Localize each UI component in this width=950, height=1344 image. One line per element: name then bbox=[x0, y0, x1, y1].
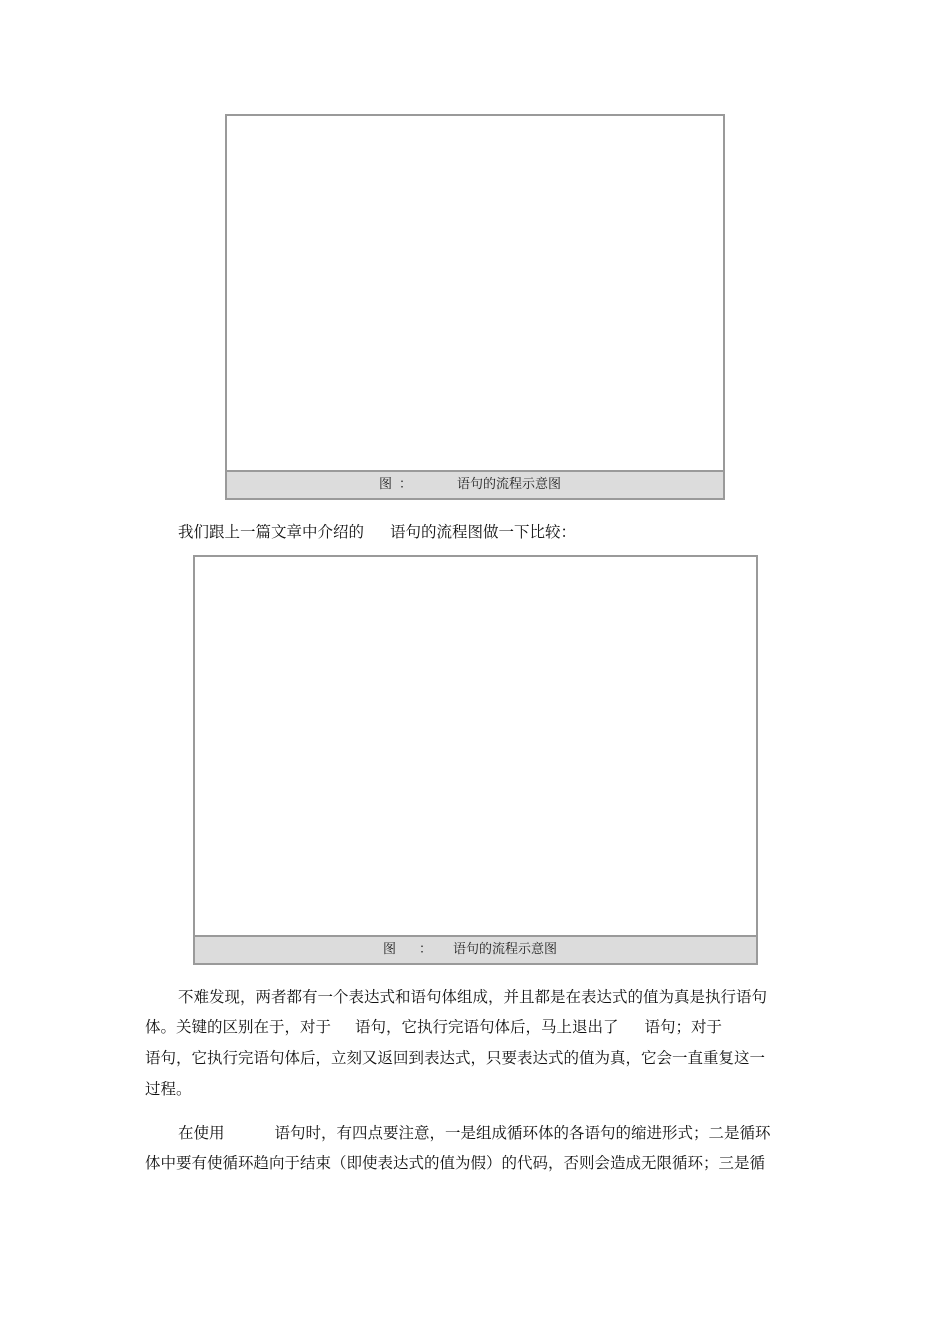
para-1-line-2-b: 语句，它执行完语句体后，马上退出了 bbox=[355, 1018, 619, 1036]
figure-2-caption bbox=[195, 935, 756, 963]
para-2-line-2: 体中要有使循环趋向于结束（即使表达式的值为假）的代码，否则会造成无限循环；三是循 bbox=[145, 1154, 766, 1172]
figure-2 bbox=[193, 555, 758, 965]
para-1-line-4: 过程。 bbox=[145, 1080, 192, 1098]
para-1-line-2-c: 语句；对于 bbox=[644, 1018, 723, 1036]
intro-part-1: 我们跟上一篇文章中介绍的 bbox=[178, 523, 365, 541]
figure-2-caption-text: 语句的流程示意图 bbox=[453, 942, 558, 957]
figure-2-image-area bbox=[195, 557, 756, 933]
para-2-line-1 bbox=[178, 1122, 771, 1144]
figure-1-caption bbox=[227, 470, 723, 498]
figure-2-caption-prefix: 图 bbox=[383, 942, 397, 957]
para-2-line-1-b: 语句时，有四点要注意，一是组成循环体的各语句的缩进形式；二是循环 bbox=[274, 1124, 771, 1142]
figure-1-caption-prefix: 图 bbox=[379, 477, 393, 492]
figure-1-caption-colon: ： bbox=[399, 477, 413, 492]
figure-1-caption-text: 语句的流程示意图 bbox=[457, 477, 562, 492]
para-1-line-1: 不难发现，两者都有一个表达式和语句体组成，并且都是在表达式的值为真是执行语句 bbox=[178, 988, 768, 1006]
para-1-line-3: 语句，它执行完语句体后，立刻又返回到表达式，只要表达式的值为真，它会一直重复这一 bbox=[145, 1049, 766, 1067]
figure-1-image-area bbox=[227, 116, 723, 468]
intro-line bbox=[178, 521, 576, 543]
figure-2-caption-colon: ： bbox=[419, 942, 433, 957]
para-2-line-1-a: 在使用 bbox=[178, 1124, 225, 1142]
para-1-line-2-a: 体。关键的区别在于，对于 bbox=[145, 1018, 332, 1036]
intro-part-2: 语句的流程图做一下比较： bbox=[390, 523, 577, 541]
figure-1 bbox=[225, 114, 725, 500]
para-1-line-2 bbox=[145, 1016, 722, 1038]
